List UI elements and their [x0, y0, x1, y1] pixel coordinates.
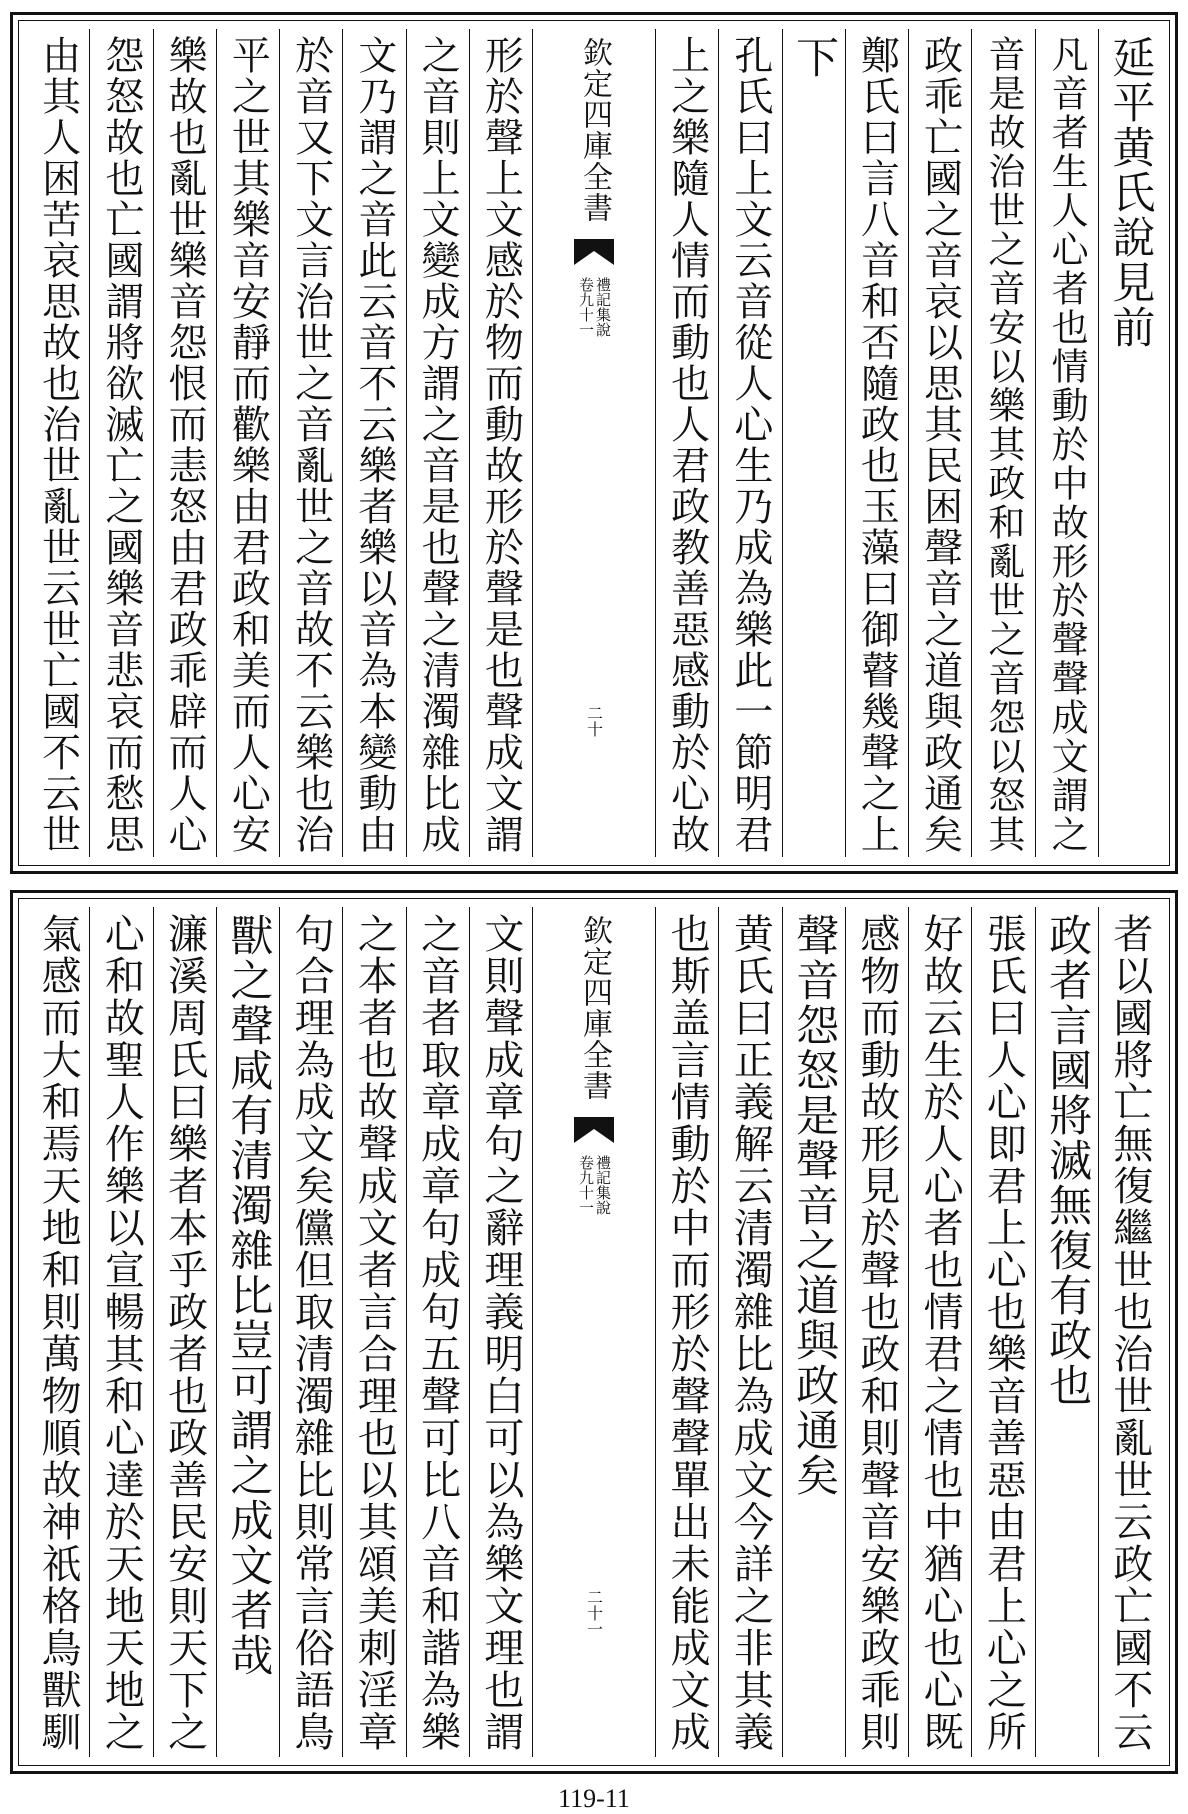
bottom-page-frame [10, 890, 1178, 1774]
text-column: 樂故也亂世樂音怨恨而恚怒由君政乖辟而人心 [154, 29, 217, 857]
text-column: 平之世其樂音安靜而歡樂由君政和美而人心安 [217, 29, 280, 857]
collection-title: 欽定四庫全書 [577, 915, 612, 1101]
text-column: 黄氏曰正義解云清濁雜比為成文今詳之非其義 [719, 907, 782, 1757]
bottom-text-columns [27, 907, 1161, 1757]
text-column: 聲音怨怒是聲音之道與政通矣 [783, 907, 846, 1757]
text-column: 政乖亡國之音哀以思其民困聲音之道與政通矣 [909, 29, 972, 857]
page-number: 119-11 [558, 1784, 630, 1813]
text-column: 怨怒故也亡國謂將欲滅亡之國樂音悲哀而愁思 [90, 29, 153, 857]
text-column: 延平黄氏說見前 [1105, 35, 1156, 350]
text-column: 也斯盖言情動於中而形於聲聲單出未能成文成 [656, 907, 719, 1757]
leaf-number: 二十一 [584, 1589, 604, 1637]
centre-fold-label [533, 907, 656, 1757]
collection-title: 欽定四庫全書 [577, 37, 612, 223]
book-and-volume [578, 277, 610, 337]
text-column: 好故云生於人心者也情君之情也中猶心也心既 [909, 907, 972, 1757]
text-column: 濂溪周氏曰樂者本乎政者也政善民安則天下之 [154, 907, 217, 1757]
text-column: 凡音者生人心者也情動於中故形於聲聲成文謂之 [1036, 29, 1099, 857]
book-title: 禮記集說 [594, 277, 612, 337]
text-column: 心和故聖人作樂以宣暢其和心達於天地天地之 [90, 907, 153, 1757]
top-text-columns [27, 29, 1161, 857]
text-column: 由其人困苦哀思故也治世亂世云世亡國不云世 [27, 29, 90, 857]
text-column: 上之樂隨人情而動也人君政教善惡感動於心故 [656, 29, 719, 857]
text-column: 張氏曰人心即君上心也樂音善惡由君上心之所 [972, 907, 1035, 1757]
text-column: 文則聲成章句之辭理義明白可以為樂文理也謂 [470, 907, 533, 1757]
text-column: 氣感而大和焉天地和則萬物順故神祇格鳥獸馴 [27, 907, 90, 1757]
text-column: 句合理為成文矣儻但取清濁雜比則常言俗語鳥 [280, 907, 343, 1757]
book-and-volume [578, 1155, 610, 1215]
text-column: 之本者也故聲成文者言合理也以其頌美刺淫章 [343, 907, 406, 1757]
centre-fold-label [533, 29, 656, 857]
text-column: 感物而動故形見於聲也政和則聲音安樂政乖則 [846, 907, 909, 1757]
text-column: 孔氏曰上文云音從人心生乃成為樂此一節明君 [719, 29, 782, 857]
text-column: 形於聲上文感於物而動故形於聲是也聲成文謂 [470, 29, 533, 857]
text-column: 鄭氏曰言八音和否隨政也玉藻曰御瞽幾聲之上 [846, 29, 909, 857]
fish-tail-mark-icon [572, 237, 616, 267]
text-column: 下 [783, 29, 846, 857]
volume-number: 卷九十一 [577, 1155, 595, 1215]
text-column: 政者言國將滅無復有政也 [1036, 907, 1099, 1757]
text-column: 者以國將亡無復繼世也治世亂世云政亡國不云 [1106, 913, 1153, 1753]
text-column: 之音者取章成章句成句五聲可比八音和諧為樂 [407, 907, 470, 1757]
text-column: 之音則上文變成方謂之音是也聲之清濁雜比成 [407, 29, 470, 857]
text-column: 獸之聲咸有清濁雜比豈可謂之成文者哉 [217, 907, 280, 1757]
book-title: 禮記集說 [594, 1155, 612, 1215]
leaf-number: 二十 [584, 705, 604, 737]
top-page-frame [10, 12, 1178, 874]
text-column: 音是故治世之音安以樂其政和亂世之音怨以怒其 [972, 29, 1035, 857]
text-column: 文乃謂之音此云音不云樂者樂以音為本變動由 [343, 29, 406, 857]
volume-number: 卷九十一 [577, 277, 595, 337]
text-column: 於音又下文言治世之音亂世之音故不云樂也治 [280, 29, 343, 857]
fish-tail-mark-icon [572, 1115, 616, 1145]
